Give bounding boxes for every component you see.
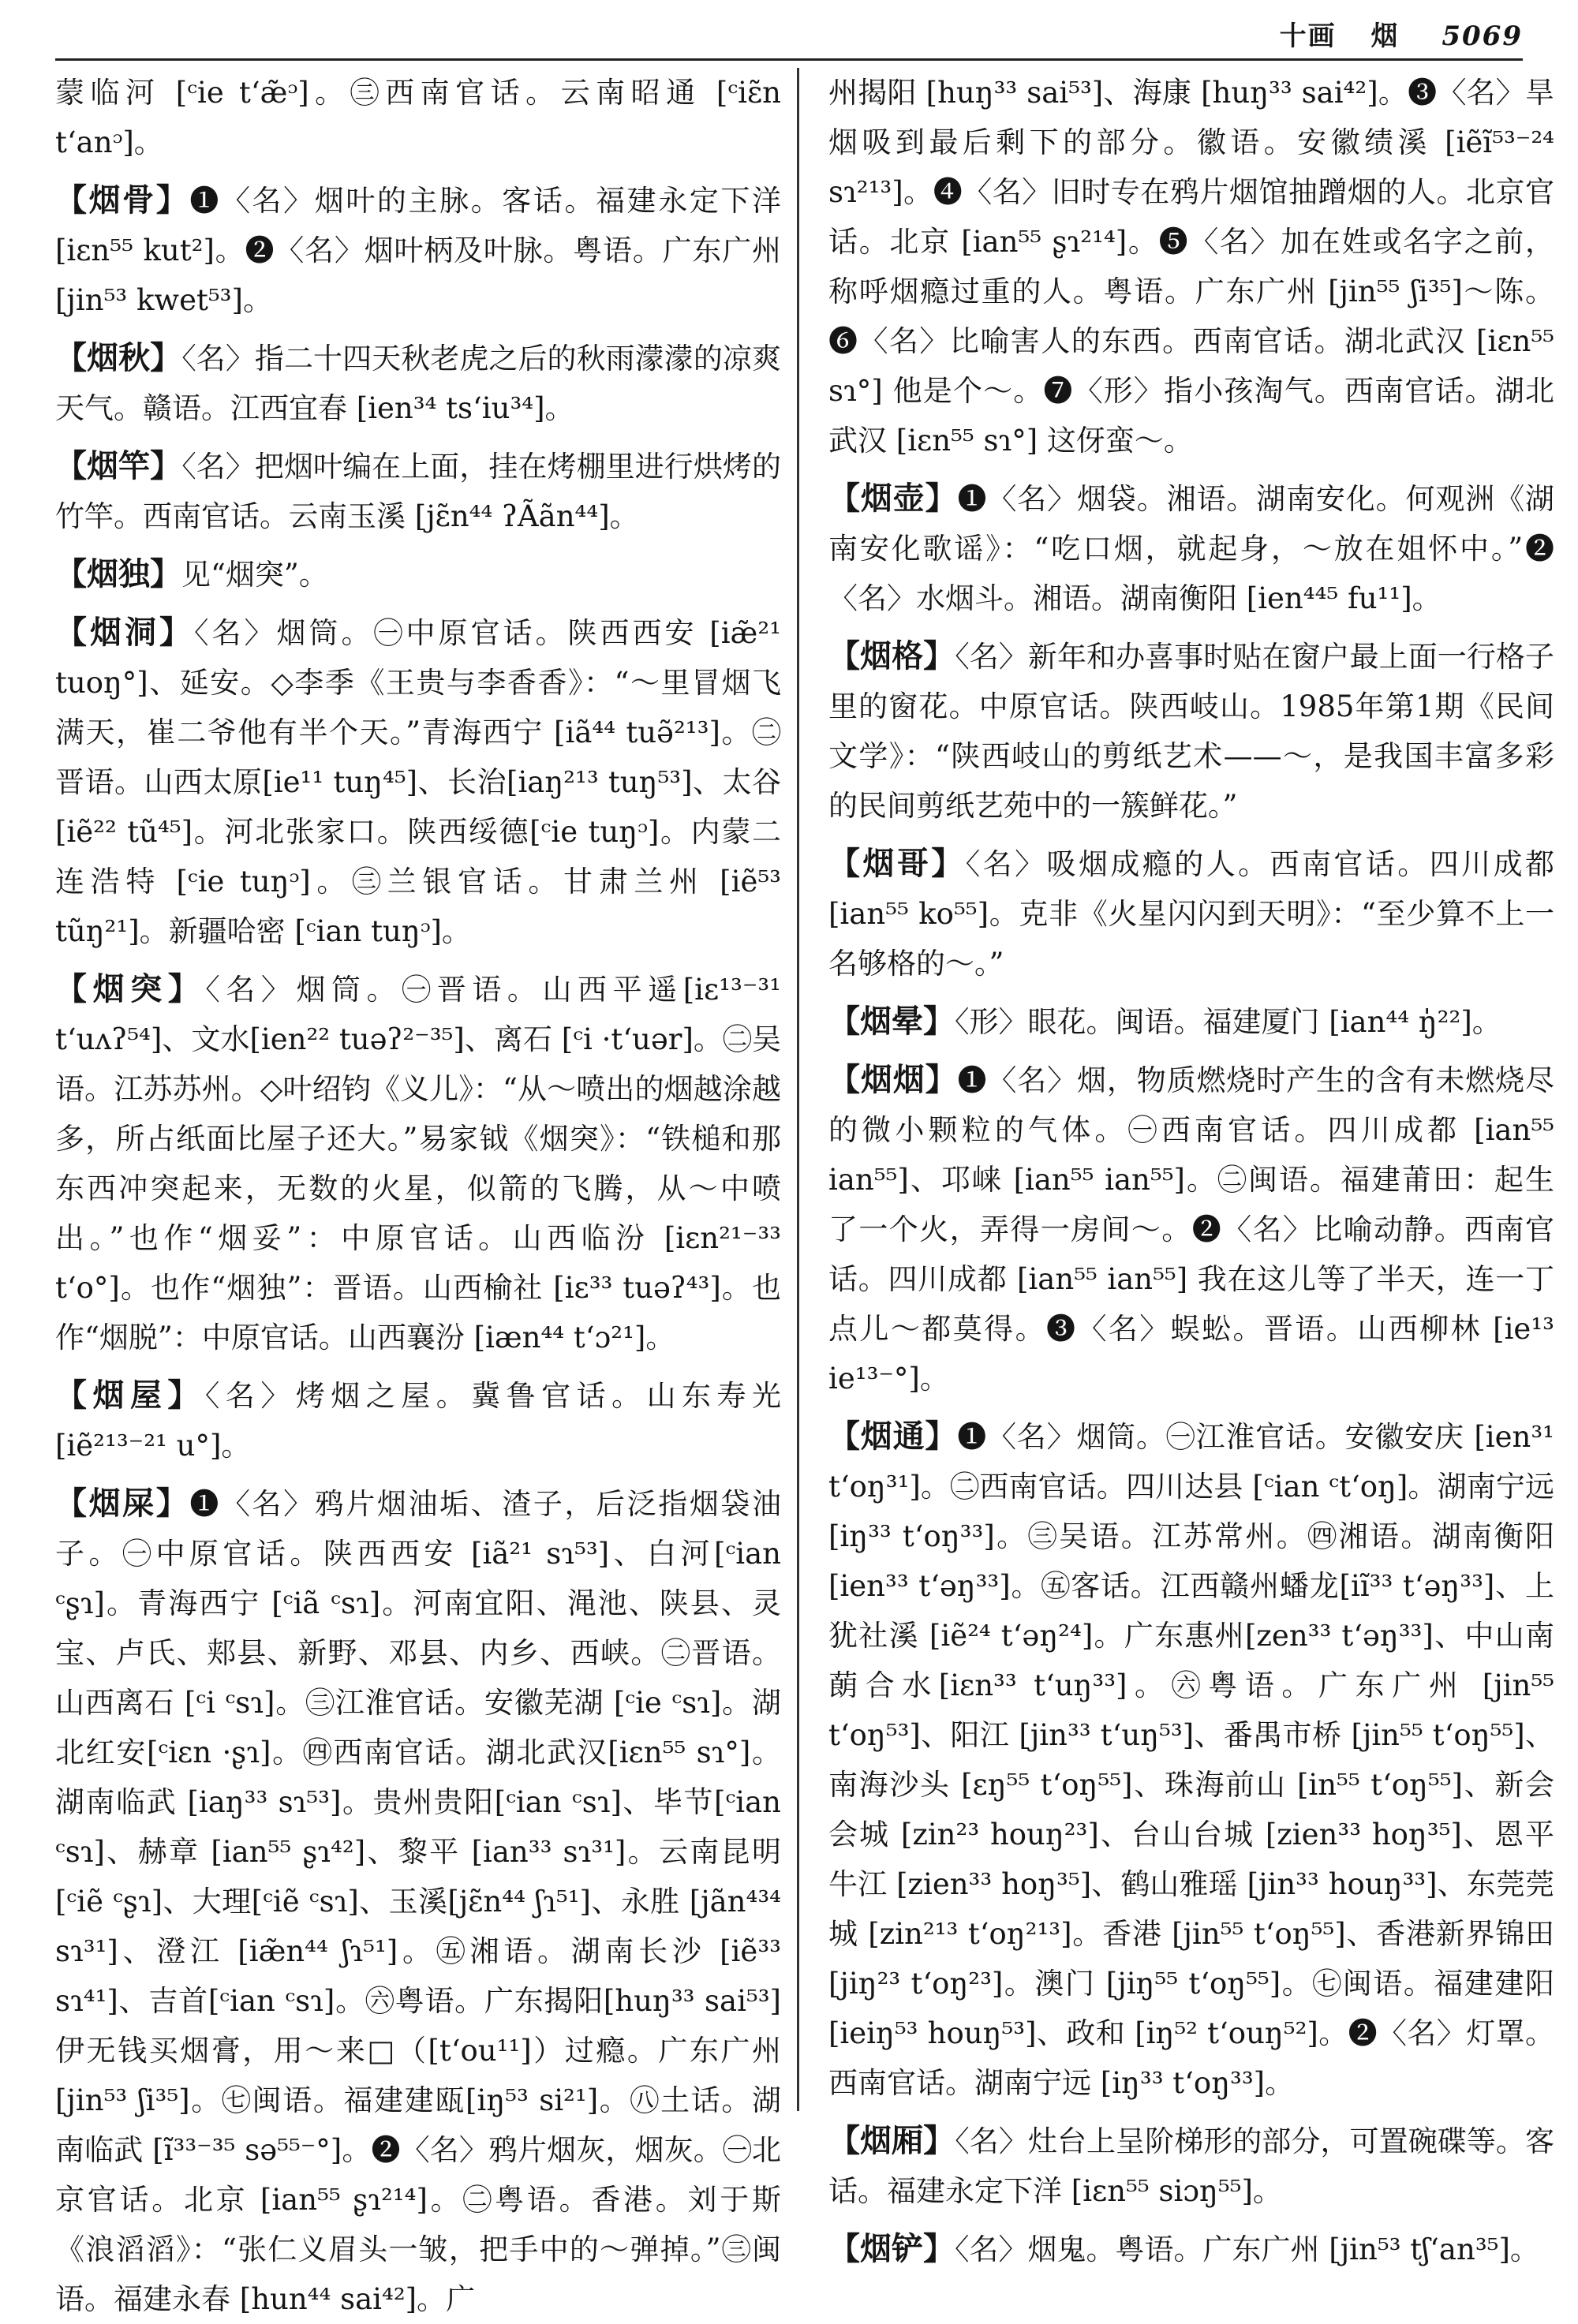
headword: 【烟突】 [55,970,206,1007]
definition: ❶〈名〉烟叶的主脉。客话。福建永定下洋[iɛn⁵⁵ kut²]。❷〈名〉烟叶柄及叶脉。粤语。广东广州 [jin⁵³ kwet⁵³]。 [55,184,782,317]
dictionary-entry [55,964,781,1362]
page-header [55,11,1523,61]
definition: 〈形〉眼花。闽语。福建厦门 [ian⁴⁴ ŋ̍²²]。 [955,1005,1501,1039]
headword: 【烟哥】 [828,845,966,882]
headword: 【烟骨】 [55,181,190,219]
definition: ❶〈名〉烟袋。湘语。湖南安化。何观洲《湖南安化歌谣》：“吃口烟，就起身，～放在姐怀中。”❷〈名〉水烟斗。湘语。湖南衡阳 [ien⁴⁴⁵ fu¹¹]。 [828,482,1555,615]
definition: 〈名〉烤烟之屋。冀鲁官话。山东寿光 [iẽ²¹³⁻²¹ u°]。 [55,1379,782,1463]
headword: 【烟独】 [55,555,181,592]
definition: 见“烟突”。 [181,558,328,592]
headword: 【烟通】 [828,1418,958,1455]
column-divider [797,68,799,2111]
dictionary-entry [828,1055,1554,1403]
definition: ❶〈名〉鸦片烟油垢、渣子，后泛指烟袋油子。㊀中原官话。陕西西安 [iã²¹ sɿ⁵³]、白河[ᶜian ᶜʂɿ]。青海西宁 [ᶜiã ᶜsɿ]。河南宜阳、渑池、陕县、灵宝、卢氏、郏县、新野、邓县、内乡、西峡。㊁晋语。山西离石 [ᶜi ᶜsɿ]。㊂江淮官话。安徽芜湖 [ᶜie ᶜsɿ]。湖北红安[ᶜiɛn ·ʂɿ]。㊃西南官话。湖北武汉[iɛn⁵⁵ sɿ°]。湖南临武 [iaŋ³³ sɿ⁵³]。贵州贵阳[ᶜian ᶜsɿ]、毕节[ᶜian ᶜsɿ]、赫章 [ian⁵⁵ ʂɿ⁴²]、黎平 [ian³³ sɿ³¹]。云南昆明[ᶜiẽ ᶜʂɿ]、大理[ᶜiẽ ᶜsɿ]、玉溪[jɛ̃n⁴⁴ ʃɿ⁵¹]、永胜 [jãn⁴³⁴ sɿ³¹]、澄江 [iæ̃n⁴⁴ ʃɿ⁵¹]。㊄湘语。湖南长沙 [iẽ³³ sɿ⁴¹]、吉首[ᶜian ᶜsɿ]。㊅粤语。广东揭阳[huŋ³³ sai⁵³]伊无钱买烟膏，用～来□（[tʻou¹¹]）过瘾。广东广州 [jin⁵³ ʃi³⁵]。㊆闽语。福建建瓯[iŋ⁵³ si²¹]。㊇土话。湖南临武 [ĩ³³⁻³⁵ sə⁵⁵⁻°]。❷〈名〉鸦片烟灰，烟灰。㊀北京官话。北京 [ian⁵⁵ ʂɿ²¹⁴]。㊁粤语。香港。刘于斯《浪滔滔》：“张仁义眉头一皱，把手中的～弹掉。”㊂闽语。福建永春 [hun⁴⁴ sai⁴²]。广 [55,1487,782,2316]
right-column [828,68,1555,2267]
definition: 〈名〉把烟叶编在上面，挂在烤棚里进行烘烤的竹竿。西南官话。云南玉溪 [jɛ̃n⁴⁴ ʔÃãn⁴⁴]。 [55,450,781,533]
continuation-text: 州揭阳 [huŋ³³ sai⁵³]、海康 [huŋ³³ sai⁴²]。❸〈名〉旱烟吸到最后剩下的部分。徽语。安徽绩溪 [iẽĩ⁵³⁻²⁴ sɿ²¹³]。❹〈名〉旧时专在鸦片烟馆抽蹭烟的人。北京官话。北京 [ian⁵⁵ ʂɿ²¹⁴]。❺〈名〉加在姓或名字之前，称呼烟瘾过重的人。粤语。广东广州 [jin⁵⁵ ʃi³⁵]～陈。❻〈名〉比喻害人的东西。西南官话。湖北武汉 [iɛn⁵⁵ sɿ°] 他是个～。❼〈形〉指小孩淘气。西南官话。湖北武汉 [iɛn⁵⁵ sɿ°] 这伢蛮～。 [828,76,1554,458]
dictionary-entry [55,441,781,541]
dictionary-entry [55,549,781,600]
header-char: 烟 [1370,21,1400,52]
running-head [1280,14,1523,53]
left-column [55,68,782,2316]
headword: 【烟厢】 [828,2122,955,2159]
definition: 〈名〉指二十四天秋老虎之后的秋雨濛濛的凉爽天气。赣语。江西宜春 [ien³⁴ tsʻiu³⁴]。 [55,342,781,425]
dictionary-entry [828,839,1554,988]
dictionary-entry [55,1478,781,2324]
definition: 〈名〉烟筒。㊀中原官话。陕西西安 [iæ̃²¹ tuoŋ°]、延安。◇李季《王贵与李香香》：“～里冒烟飞满天，崔二爷他有半个天。”青海西宁 [iã⁴⁴ tuə̃²¹³]。㊁晋语。山西太原[ie¹¹ tuŋ⁴⁵]、长治[iaŋ²¹³ tuŋ⁵³]、太谷 [iẽ²² tũ⁴⁵]。河北张家口。陕西绥德[ᶜie tuŋᵓ]。内蒙二连浩特 [ᶜie tuŋᵓ]。㊂兰银官话。甘肃兰州 [iẽ⁵³ tũŋ²¹]。新疆哈密 [ᶜian tuŋᵓ]。 [55,616,781,948]
dictionary-entry [828,631,1554,831]
headword: 【烟竿】 [55,447,182,484]
dictionary-entry [828,2224,1554,2274]
dictionary-entry [55,333,781,433]
dictionary-entry [55,175,781,325]
headword: 【烟铲】 [828,2230,955,2267]
continuation-text: 蒙临河 [ᶜie tʻæ̃ᵓ]。㊂西南官话。云南昭通 [ᶜiɛ̃n tʻanᵓ]。 [55,76,781,159]
dictionary-entry [828,2116,1554,2216]
definition: 〈名〉吸烟成瘾的人。西南官话。四川成都 [ian⁵⁵ ko⁵⁵]。克非《火星闪闪到天明》：“至少算不上一名够格的～。” [828,847,1555,981]
headword: 【烟屋】 [55,1377,205,1414]
dictionary-entry [828,473,1554,623]
definition: ❶〈名〉烟筒。㊀江淮官话。安徽安庆 [ien³¹ tʻoŋ³¹]。㊁西南官话。四川达县 [ᶜian ᶜtʻoŋ]。湖南宁远 [iŋ³³ tʻoŋ³³]。㊂吴语。江苏常州。㊃湘语。湖南衡阳 [ien³³ tʻəŋ³³]。㊄客话。江西赣州蟠龙[iĩ³³ tʻəŋ³³]、上犹社溪 [iẽ²⁴ tʻəŋ²⁴]。广东惠州[zen³³ tʻəŋ³³]、中山南蓢合水[iɛn³³ tʻuŋ³³]。㊅粤语。广东广州 [jin⁵⁵ tʻoŋ⁵³]、阳江 [jin³³ tʻuŋ⁵³]、番禺市桥 [jin⁵⁵ tʻoŋ⁵⁵]、南海沙头 [ɛŋ⁵⁵ tʻoŋ⁵⁵]、珠海前山 [in⁵⁵ tʻoŋ⁵⁵]、新会会城 [zin²³ houŋ²³]、台山台城 [zien³³ hoŋ³⁵]、恩平牛江 [zien³³ hoŋ³⁵]、鹤山雅瑶 [jin³³ houŋ³³]、东莞莞城 [zin²¹³ tʻoŋ²¹³]。香港 [jin⁵⁵ tʻoŋ⁵⁵]、香港新界锦田[jiŋ²³ tʻoŋ²³]。澳门 [jiŋ⁵⁵ tʻoŋ⁵⁵]。㊆闽语。福建建阳 [ieiŋ⁵³ houŋ⁵³]、政和 [iŋ⁵² tʻouŋ⁵²]。❷〈名〉灯罩。西南官话。湖南宁远 [iŋ³³ tʻoŋ³³]。 [828,1420,1555,2100]
dictionary-entry [828,1411,1554,2108]
headword: 【烟壶】 [828,480,958,517]
headword: 【烟屎】 [55,1485,190,1522]
page-number: 5069 [1442,21,1523,52]
dictionary-entry [55,607,781,956]
dictionary-entry [828,996,1554,1047]
definition: ❶〈名〉烟，物质燃烧时产生的含有未燃烧尽的微小颗粒的气体。㊀西南官话。四川成都 [ian⁵⁵ ian⁵⁵]、邛崃 [ian⁵⁵ ian⁵⁵]。㊁闽语。福建莆田：起生了一个火，弄得一房间～。❷〈名〉比喻动静。西南官话。四川成都 [ian⁵⁵ ian⁵⁵] 我在这儿等了半天，连一丁点儿～都莫得。❸〈名〉蜈蚣。晋语。山西柳林 [ie¹³ ie¹³⁻°]。 [828,1063,1555,1396]
stroke-section: 十画 [1279,21,1337,52]
headword: 【烟秋】 [55,339,182,376]
definition: 〈名〉烟筒。㊀晋语。山西平遥[iɛ¹³⁻³¹ tʻuʌʔ⁵⁴]、文水[ien²² tuəʔ²⁻³⁵]、离石 [ᶜi ·tʻuər]。㊁吴语。江苏苏州。◇叶绍钧《义儿》：“从～喷出的烟越涂越多，所占纸面比屋子还大。”易家钺《烟突》：“铁槌和那东西冲突起来，无数的火星，似箭的飞腾，从～中喷出。”也作“烟妥”：中原官话。山西临汾 [iɛn²¹⁻³³ tʻo°]。也作“烟独”：晋语。山西榆社 [iɛ³³ tuəʔ⁴³]。也作“烟脱”：中原官话。山西襄汾 [iæn⁴⁴ tʻɔ²¹]。 [55,973,782,1354]
definition: 〈名〉新年和办喜事时贴在窗户最上面一行格子里的窗花。中原官话。陕西岐山。1985年第1期《民间文学》：“陕西岐山的剪纸艺术——～，是我国丰富多彩的民间剪纸艺苑中的一簇鲜花。” [828,640,1554,823]
definition: 〈名〉灶台上呈阶梯形的部分，可置碗碟等。客话。福建永定下洋 [iɛn⁵⁵ siɔŋ⁵⁵]。 [828,2124,1554,2208]
headword: 【烟烟】 [828,1061,958,1098]
headword: 【烟格】 [828,637,955,674]
headword: 【烟洞】 [55,614,195,651]
dictionary-entry [55,1370,781,1470]
definition: 〈名〉烟鬼。粤语。广东广州 [jin⁵³ tʃʻan³⁵]。 [955,2232,1539,2266]
headword: 【烟晕】 [828,1003,955,1040]
